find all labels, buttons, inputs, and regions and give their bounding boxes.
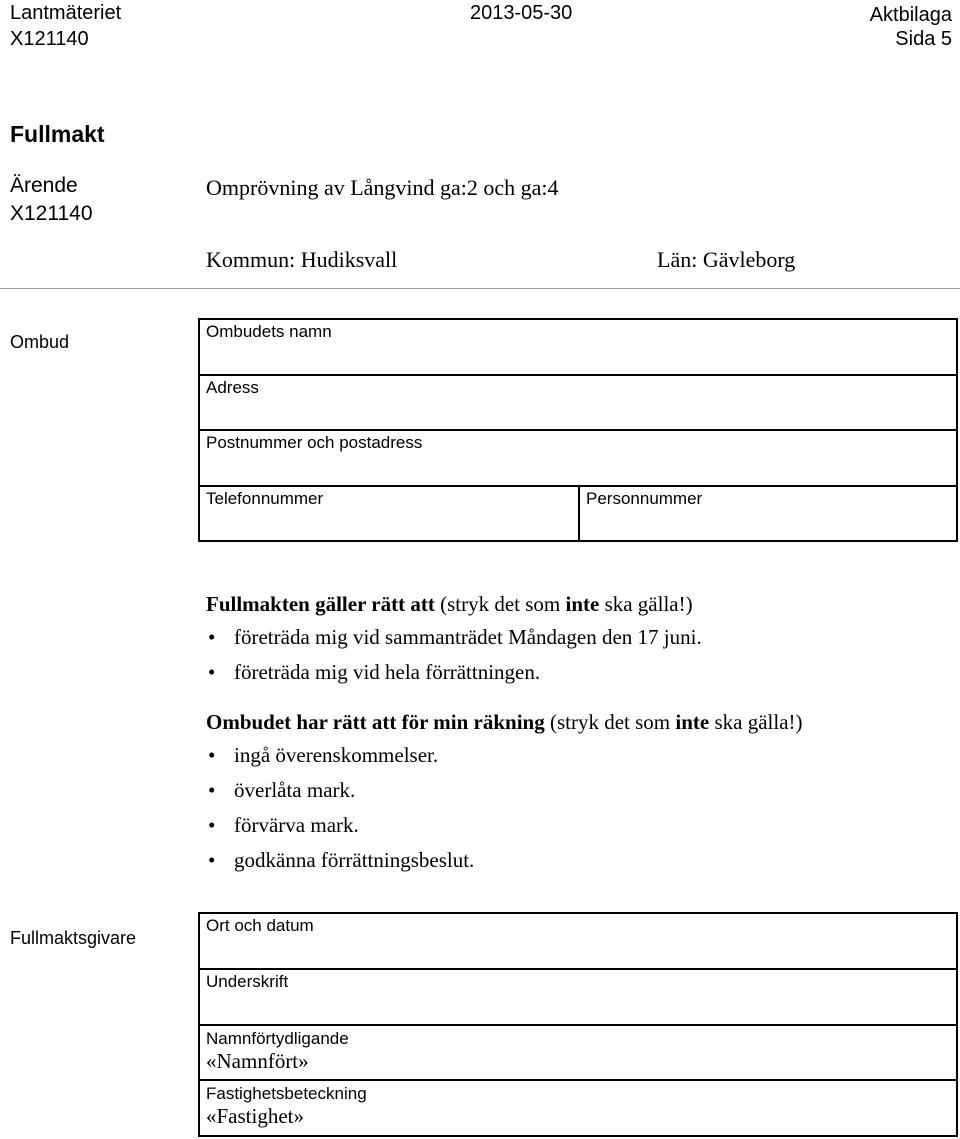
authority-item[interactable]: • ingå överenskommelser. (206, 738, 474, 773)
header-divider (0, 288, 960, 289)
grantor-form (198, 912, 958, 1137)
header-doc-type: Aktbilaga (869, 4, 952, 26)
errand-id: X121140 (10, 202, 93, 225)
signature-field[interactable] (199, 969, 957, 1025)
agent-postal-label: Postnummer och postadress (206, 433, 423, 452)
agent-postal-field[interactable] (199, 430, 957, 486)
authority-item[interactable]: • förvärva mark. (206, 808, 474, 843)
scope-heading (206, 592, 693, 617)
agent-address-label: Adress (206, 378, 259, 397)
scope-lead-plain-1: (stryk det som (434, 592, 566, 616)
place-date-label: Ort och datum (206, 916, 314, 935)
org-name: Lantmäteriet (10, 2, 122, 24)
agent-form (198, 318, 958, 542)
agent-phone-field[interactable] (199, 486, 579, 541)
grantor-section-label: Fullmaktsgivare (10, 928, 137, 948)
agent-name-label: Ombudets namn (206, 322, 332, 341)
name-clarification-label: Namnförtydligande (206, 1029, 349, 1048)
authority-lead-plain-2: ska gälla!) (709, 710, 803, 734)
property-designation-label: Fastighetsbeteckning (206, 1084, 367, 1103)
page-title: Fullmakt (10, 121, 105, 147)
header-case-id: X121140 (10, 28, 89, 50)
authority-item[interactable]: • godkänna förrättningsbeslut. (206, 843, 474, 878)
place-date-field[interactable] (199, 913, 957, 969)
scope-lead-emph: inte (565, 592, 600, 616)
header-date: 2013-05-30 (470, 2, 573, 24)
errand-description: Omprövning av Långvind ga:2 och ga:4 (206, 175, 559, 200)
scope-item[interactable]: • företräda mig vid sammanträdet Måndagen den 17 juni. (206, 620, 702, 655)
municipality: Kommun: Hudiksvall (206, 247, 398, 272)
signature-label: Underskrift (206, 972, 289, 991)
authority-lead-emph: inte (675, 710, 710, 734)
authority-lead-bold: Ombudet har rätt att för min räkning (206, 710, 545, 734)
scope-item[interactable]: • företräda mig vid hela förrättningen. (206, 655, 702, 690)
agent-section-label: Ombud (10, 332, 70, 352)
name-clarification-value: «Namnfört» (206, 1049, 309, 1073)
errand-label: Ärende (10, 174, 78, 197)
agent-personal-id-label: Personnummer (586, 489, 703, 508)
authority-heading (206, 710, 803, 735)
authority-lead-plain-1: (stryk det som (544, 710, 676, 734)
agent-name-field[interactable] (199, 319, 957, 375)
property-designation-field[interactable] (199, 1080, 957, 1136)
scope-lead-plain-2: ska gälla!) (599, 592, 693, 616)
scope-list (206, 620, 702, 690)
scope-lead-bold: Fullmakten gäller rätt att (206, 592, 435, 616)
agent-address-field[interactable] (199, 375, 957, 430)
agent-phone-label: Telefonnummer (206, 489, 324, 508)
agent-personal-id-field[interactable] (579, 486, 957, 541)
header-page-number: Sida 5 (895, 28, 952, 50)
property-designation-value: «Fastighet» (206, 1104, 304, 1128)
authority-item[interactable]: • överlåta mark. (206, 773, 474, 808)
name-clarification-field[interactable] (199, 1025, 957, 1080)
authority-list (206, 738, 474, 878)
county: Län: Gävleborg (657, 247, 796, 272)
